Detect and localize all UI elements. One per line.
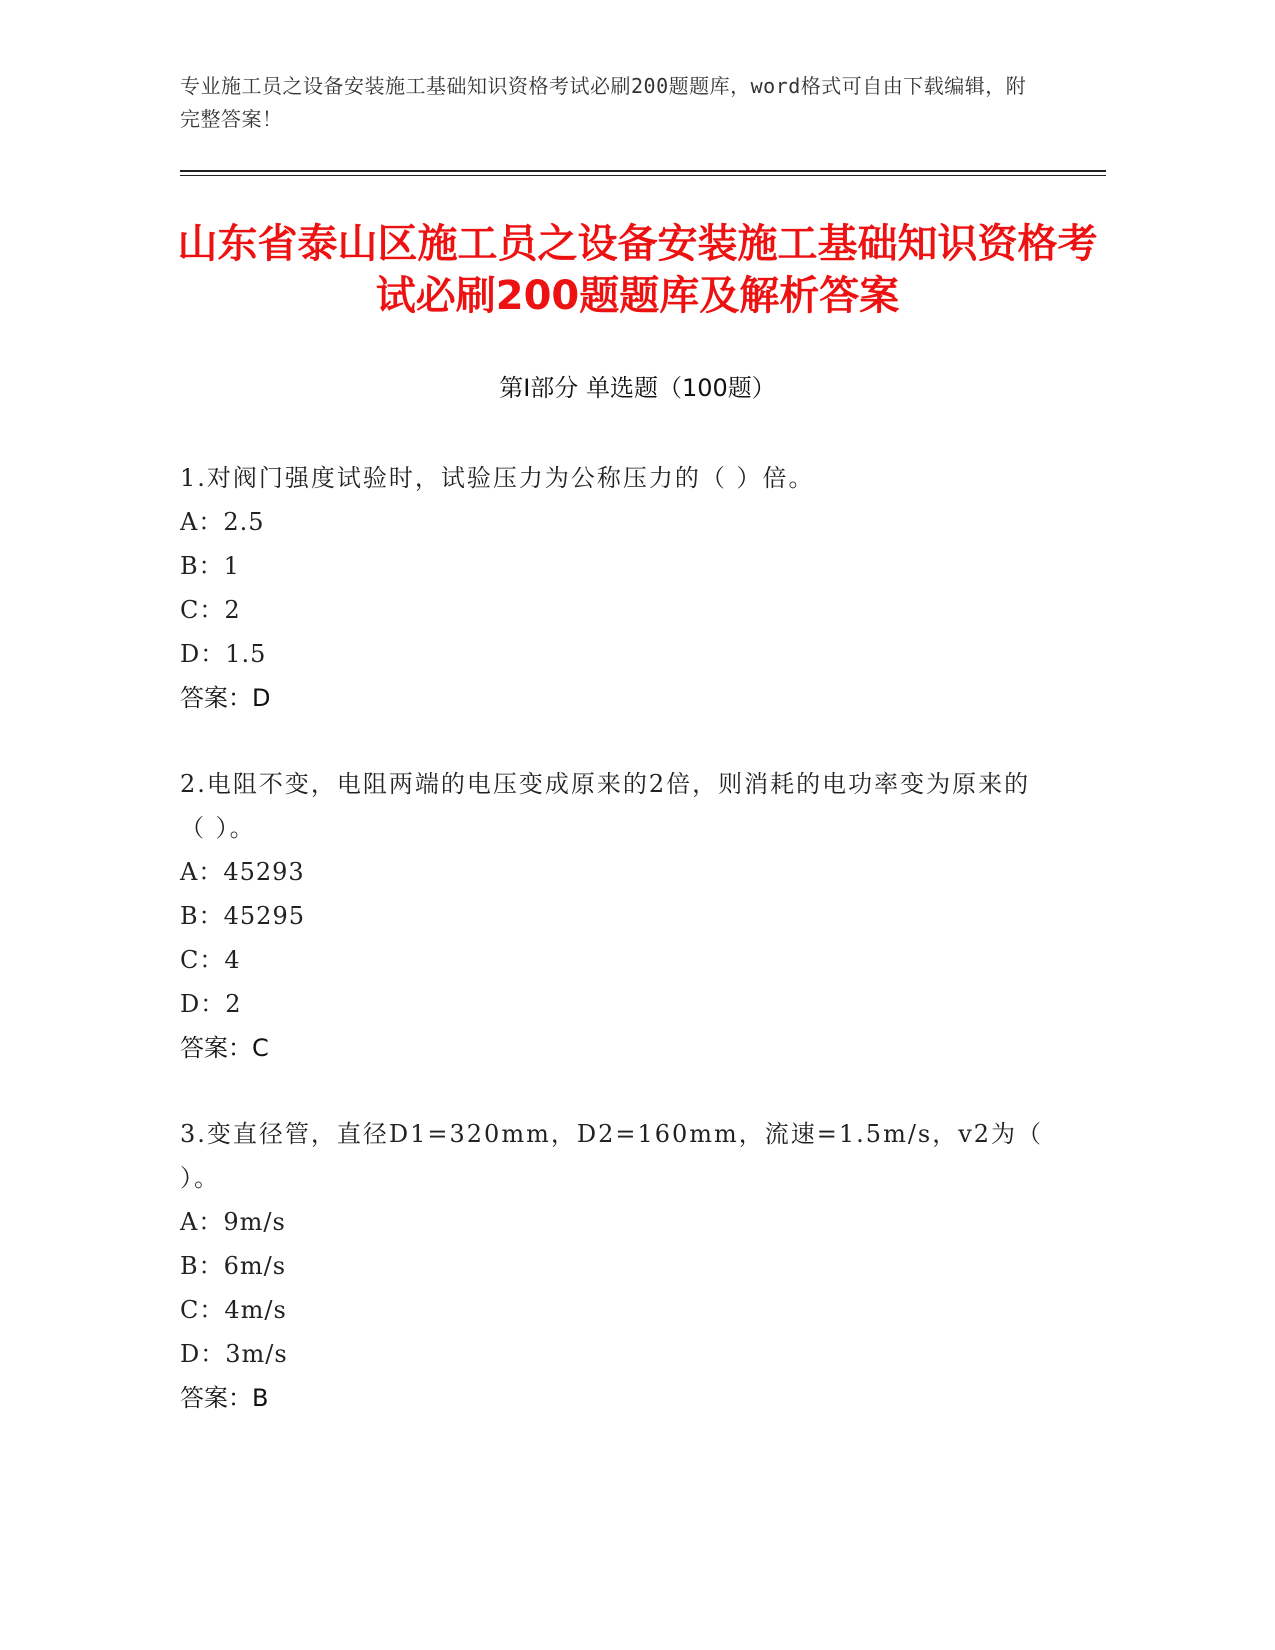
question-3 bbox=[180, 1112, 1050, 1420]
option-b: B：6m/s bbox=[180, 1252, 287, 1280]
question-stem: 3.变直径管，直径D1=320mm，D2=160mm，流速=1.5m/s，v2为（ ）。 bbox=[180, 1120, 1044, 1192]
option-a: A：9m/s bbox=[180, 1208, 286, 1236]
option-b: B：45295 bbox=[180, 902, 305, 930]
option-b: B：1 bbox=[180, 552, 240, 580]
answer: 答案：B bbox=[180, 1384, 269, 1412]
option-d: D：1.5 bbox=[180, 640, 267, 668]
question-2 bbox=[180, 762, 1050, 1070]
option-c: C：4m/s bbox=[180, 1296, 287, 1324]
question-stem: 1.对阀门强度试验时，试验压力为公称压力的（ ）倍。 bbox=[180, 464, 815, 492]
question-1 bbox=[180, 456, 1050, 720]
option-c: C：2 bbox=[180, 596, 241, 624]
option-c: C：4 bbox=[180, 946, 241, 974]
answer: 答案：D bbox=[180, 684, 271, 712]
header-divider-thin bbox=[180, 175, 1106, 176]
document-title: 山东省泰山区施工员之设备安装施工基础知识资格考试必刷200题题库及解析答案 bbox=[177, 221, 1098, 319]
header-divider-thick bbox=[180, 170, 1106, 172]
section-title: 第Ⅰ部分 单选题（100题） bbox=[499, 374, 776, 402]
option-d: D：2 bbox=[180, 990, 242, 1018]
option-a: A：45293 bbox=[180, 858, 305, 886]
option-a: A：2.5 bbox=[180, 508, 265, 536]
answer: 答案：C bbox=[180, 1034, 269, 1062]
question-stem: 2.电阻不变，电阻两端的电压变成原来的2倍，则消耗的电功率变为原来的（ ）。 bbox=[180, 770, 1031, 842]
question-list bbox=[180, 456, 1050, 1462]
option-d: D：3m/s bbox=[180, 1340, 288, 1368]
header-note: 专业施工员之设备安装施工基础知识资格考试必刷200题题库，word格式可自由下载编辑，附完整答案！ bbox=[180, 74, 1027, 131]
